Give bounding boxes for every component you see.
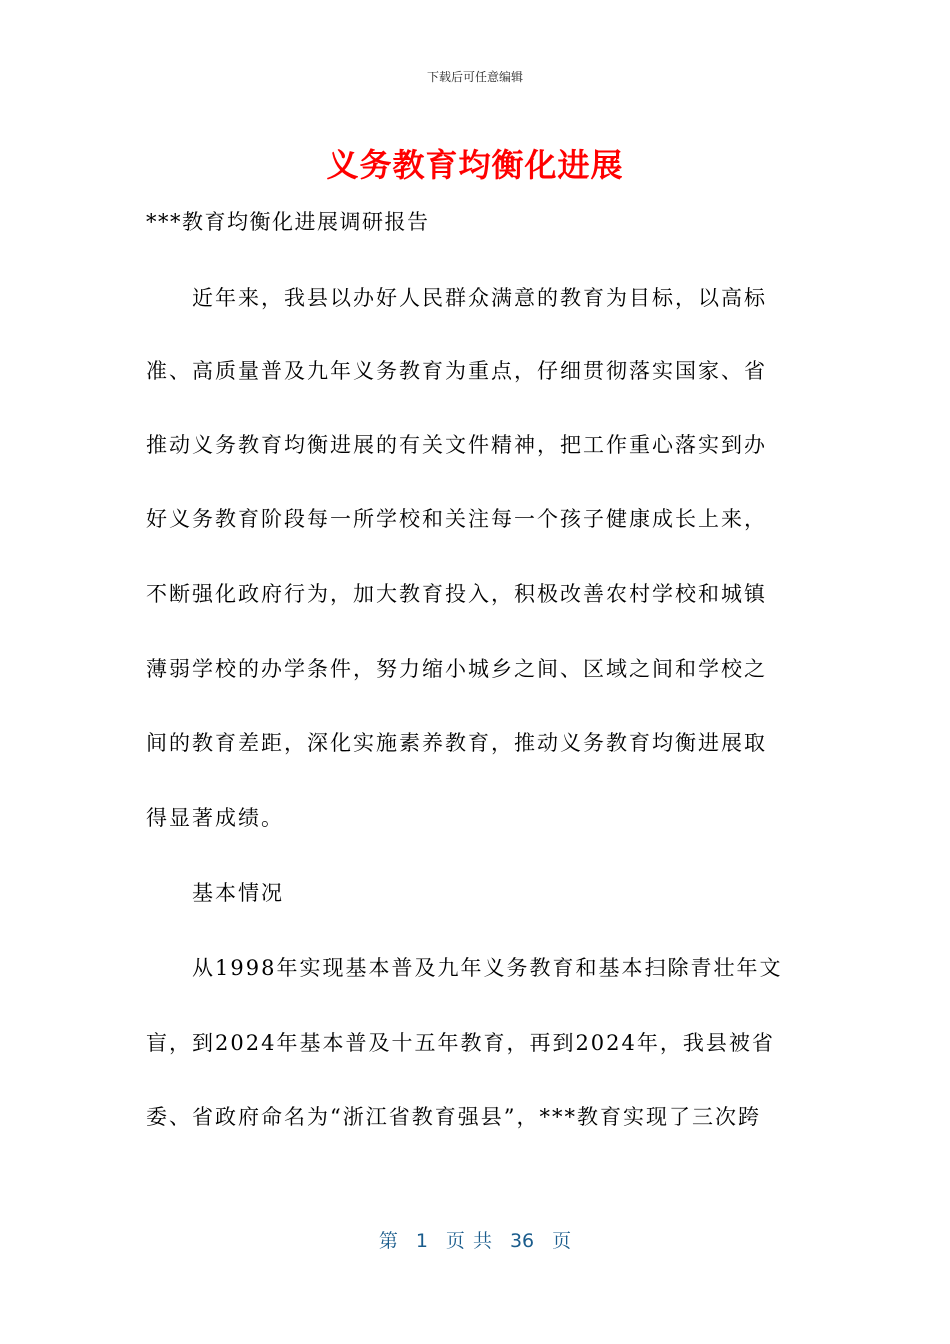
body-line-3: 推动义务教育均衡进展的有关文件精神，把工作重心落实到办 [146,433,767,457]
body-line-4: 好义务教育阶段每一所学校和关注每一个孩子健康成长上来， [146,507,767,531]
body-line-6: 薄弱学校的办学条件，努力缩小城乡之间、区域之间和学校之 [146,657,767,681]
body-line-9: 从1998年实现基本普及九年义务教育和基本扫除青壮年文 [192,956,783,980]
page-footer [0,1226,950,1253]
footer-page-number: 1 [415,1230,428,1252]
body-line-8: 得显著成绩。 [146,806,284,830]
body-line-5: 不断强化政府行为，加大教育投入，积极改善农村学校和城镇 [146,582,767,606]
body-line-2: 准、高质量普及九年义务教育为重点，仔细贯彻落实国家、省 [146,359,767,383]
document-subtitle: ***教育均衡化进展调研报告 [146,210,430,234]
footer-page-total: 36 [509,1230,535,1252]
footer-page-mid: 页 共 [445,1230,492,1252]
section-heading: 基本情况 [192,881,284,905]
body-line-11: 委、省政府命名为“浙江省教育强县”，***教育实现了三次跨 [146,1105,761,1129]
document-title: 义务教育均衡化进展 [326,146,624,184]
body-line-7: 间的教育差距，深化实施素养教育，推动义务教育均衡进展取 [146,731,767,755]
header-note: 下载后可任意编辑 [426,70,523,84]
body-line-10: 盲，到2024年基本普及十五年教育，再到2024年，我县被省 [146,1031,775,1055]
footer-page-prefix: 第 [378,1230,398,1252]
body-line-1: 近年来，我县以办好人民群众满意的教育为目标，以高标 [192,286,767,310]
footer-page-suffix: 页 [552,1230,572,1252]
